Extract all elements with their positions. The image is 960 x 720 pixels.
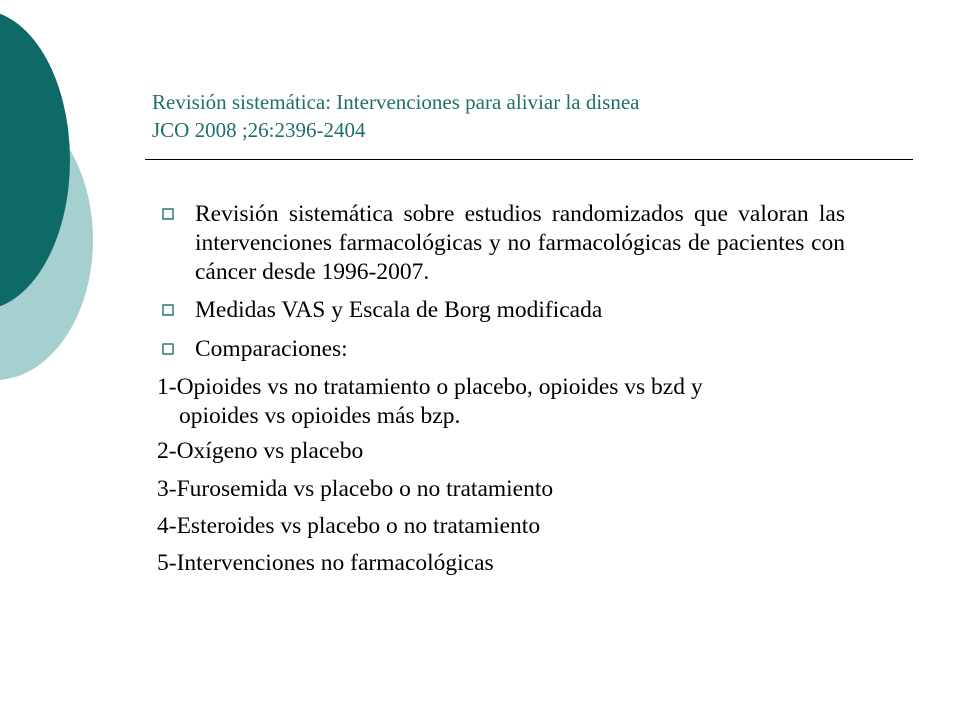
hollow-square-bullet-icon <box>162 208 174 220</box>
item-1-line-2: opioides vs opioides más bzp. <box>179 403 461 429</box>
numbered-item-4: 4-Esteroides vs placebo o no tratamiento <box>157 513 541 539</box>
hollow-square-bullet-icon <box>162 343 174 355</box>
item-1-line-1: 1-Opioides vs no tratamiento o placebo, opioides vs bzd y <box>157 374 703 400</box>
bullet-text-2: Medidas VAS y Escala de Borg modificada <box>195 297 603 323</box>
numbered-item-2: 2-Oxígeno vs placebo <box>157 438 364 464</box>
numbered-item-1 <box>157 373 857 431</box>
bullet-text-3: Comparaciones: <box>195 336 348 362</box>
numbered-item-5: 5-Intervenciones no farmacológicas <box>157 550 494 576</box>
numbered-item-3: 3-Furosemida vs placebo o no tratamiento <box>157 476 554 502</box>
bullet-text-1: Revisión sistemática sobre estudios randomizados que valoran las intervenciones farmacológicas y no farmacológicas de pacientes con cáncer desde 1996-2007. <box>195 201 845 285</box>
hollow-square-bullet-icon <box>162 304 174 316</box>
title-line-1: Revisión sistemática: Intervenciones para aliviar la disnea <box>152 90 640 114</box>
title-line-2: JCO 2008 ;26:2396-2404 <box>152 118 366 142</box>
